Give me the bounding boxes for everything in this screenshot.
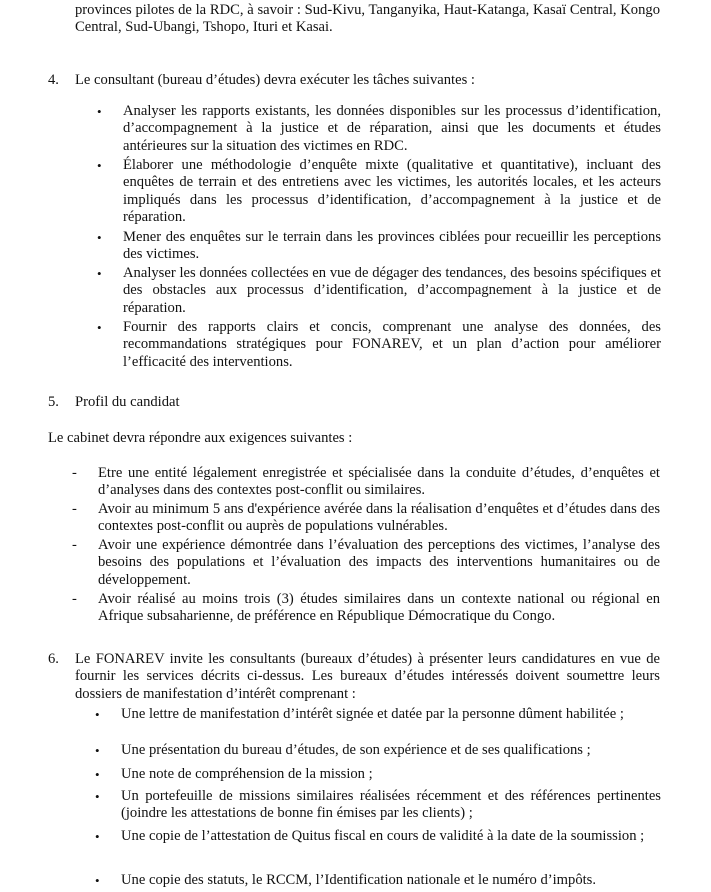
document-item: [95, 872, 661, 890]
requirement-item: [72, 501, 660, 537]
requirement-item: [72, 465, 660, 501]
requirement-text: Etre une entité légalement enregistrée et spécialisée dans la conduite d’études, d’enquêtes et d’analyses dans des contextes post-conflit ou similaires.: [98, 465, 660, 499]
document-item: [95, 788, 661, 828]
dash-icon: -: [72, 537, 77, 553]
bullet-icon: •: [95, 873, 100, 888]
section-6-paragraph: Le FONAREV invite les consultants (bureaux d’études) à présenter leurs candidatures en vue de fournir les services décrits ci-dessus. Les bureaux d’études intéressés doivent soumettre leurs dossiers de manifestation d’intérêt comprenant :: [75, 651, 660, 702]
section-4-heading: Le consultant (bureau d’études) devra exécuter les tâches suivantes :: [75, 72, 475, 88]
document-text: Un portefeuille de missions similaires réalisées récemment et des références pertinentes (joindre les attestations de bonne fin émises par les clients) ;: [121, 788, 661, 822]
intro-continuation: provinces pilotes de la RDC, à savoir : Sud-Kivu, Tanganyika, Haut-Katanga, Kasaï Central, Kongo Central, Sud-Ubangi, Tshopo, Ituri et Kasai.: [75, 2, 660, 36]
document-item: [95, 742, 661, 766]
document-item: [95, 766, 661, 788]
task-item: [97, 157, 661, 229]
task-item: [97, 103, 661, 157]
document-text: Une note de compréhension de la mission ;: [121, 766, 373, 782]
requirement-item: [72, 591, 660, 627]
task-item: [97, 229, 661, 265]
task-text: Analyser les données collectées en vue de dégager des tendances, des besoins spécifiques et des obstacles aux processus d’identification, d’accompagnement à la justice et de réparation.: [123, 265, 661, 316]
task-text: Mener des enquêtes sur le terrain dans les provinces ciblées pour recueillir les perceptions des victimes.: [123, 229, 661, 263]
bullet-icon: •: [97, 158, 102, 173]
document-text: Une présentation du bureau d’études, de son expérience et de ses qualifications ;: [121, 742, 591, 758]
dash-icon: -: [72, 501, 77, 517]
task-item: [97, 319, 661, 373]
bullet-icon: •: [95, 707, 100, 722]
section-4-number: 4.: [48, 72, 59, 88]
section-5-number: 5.: [48, 394, 59, 410]
requirement-text: Avoir réalisé au moins trois (3) études similaires dans un contexte national ou régional en Afrique subsaharienne, de préférence en République Démocratique du Congo.: [98, 591, 660, 625]
document-item: [95, 706, 661, 742]
section-4-task-list: [97, 103, 661, 373]
requirement-text: Avoir une expérience démontrée dans l’évaluation des perceptions des victimes, l’analyse des besoins des populations et l’évaluation des impacts des interventions humanitaires ou de développement.: [98, 537, 660, 588]
document-text: Une copie de l’attestation de Quitus fiscal en cours de validité à la date de la soumission ;: [121, 828, 645, 844]
requirements-list: [72, 465, 660, 627]
documents-list: [95, 706, 661, 890]
section-5-heading: Profil du candidat: [75, 394, 180, 410]
document-text: Une copie des statuts, le RCCM, l’Identification nationale et le numéro d’impôts.: [121, 872, 597, 888]
bullet-icon: •: [95, 789, 100, 804]
dash-icon: -: [72, 591, 77, 607]
bullet-icon: •: [97, 104, 102, 119]
bullet-icon: •: [95, 829, 100, 844]
requirement-text: Avoir au minimum 5 ans d'expérience avérée dans la réalisation d’enquêtes et d’études dans des contextes post-conflit ou auprès de populations vulnérables.: [98, 501, 660, 535]
dash-icon: -: [72, 465, 77, 481]
section-5-intro: Le cabinet devra répondre aux exigences suivantes :: [48, 430, 353, 446]
task-text: Analyser les rapports existants, les données disponibles sur les processus d’identification, d’accompagnement à la justice et de réparation, ainsi que les documents et études antérieures sur la situation des victimes en RDC.: [123, 103, 661, 154]
task-item: [97, 265, 661, 319]
task-text: Fournir des rapports clairs et concis, comprenant une analyse des données, des recommandations stratégiques pour FONAREV, et un plan d’action pour améliorer l’efficacité des interventions.: [123, 319, 661, 370]
bullet-icon: •: [97, 230, 102, 245]
task-text: Élaborer une méthodologie d’enquête mixte (qualitative et quantitative), incluant des enquêtes de terrain et des entretiens avec les victimes, les autorités locales, et les acteurs impliqués dans les processus d’identification, d’accompagnement à la justice et de réparation.: [123, 157, 661, 225]
requirement-item: [72, 537, 660, 591]
document-text: Une lettre de manifestation d’intérêt signée et datée par la personne dûment habilitée ;: [121, 706, 624, 722]
bullet-icon: •: [95, 743, 100, 758]
document-item: [95, 828, 661, 872]
bullet-icon: •: [97, 266, 102, 281]
bullet-icon: •: [95, 767, 100, 782]
bullet-icon: •: [97, 320, 102, 335]
section-6-number: 6.: [48, 651, 59, 667]
